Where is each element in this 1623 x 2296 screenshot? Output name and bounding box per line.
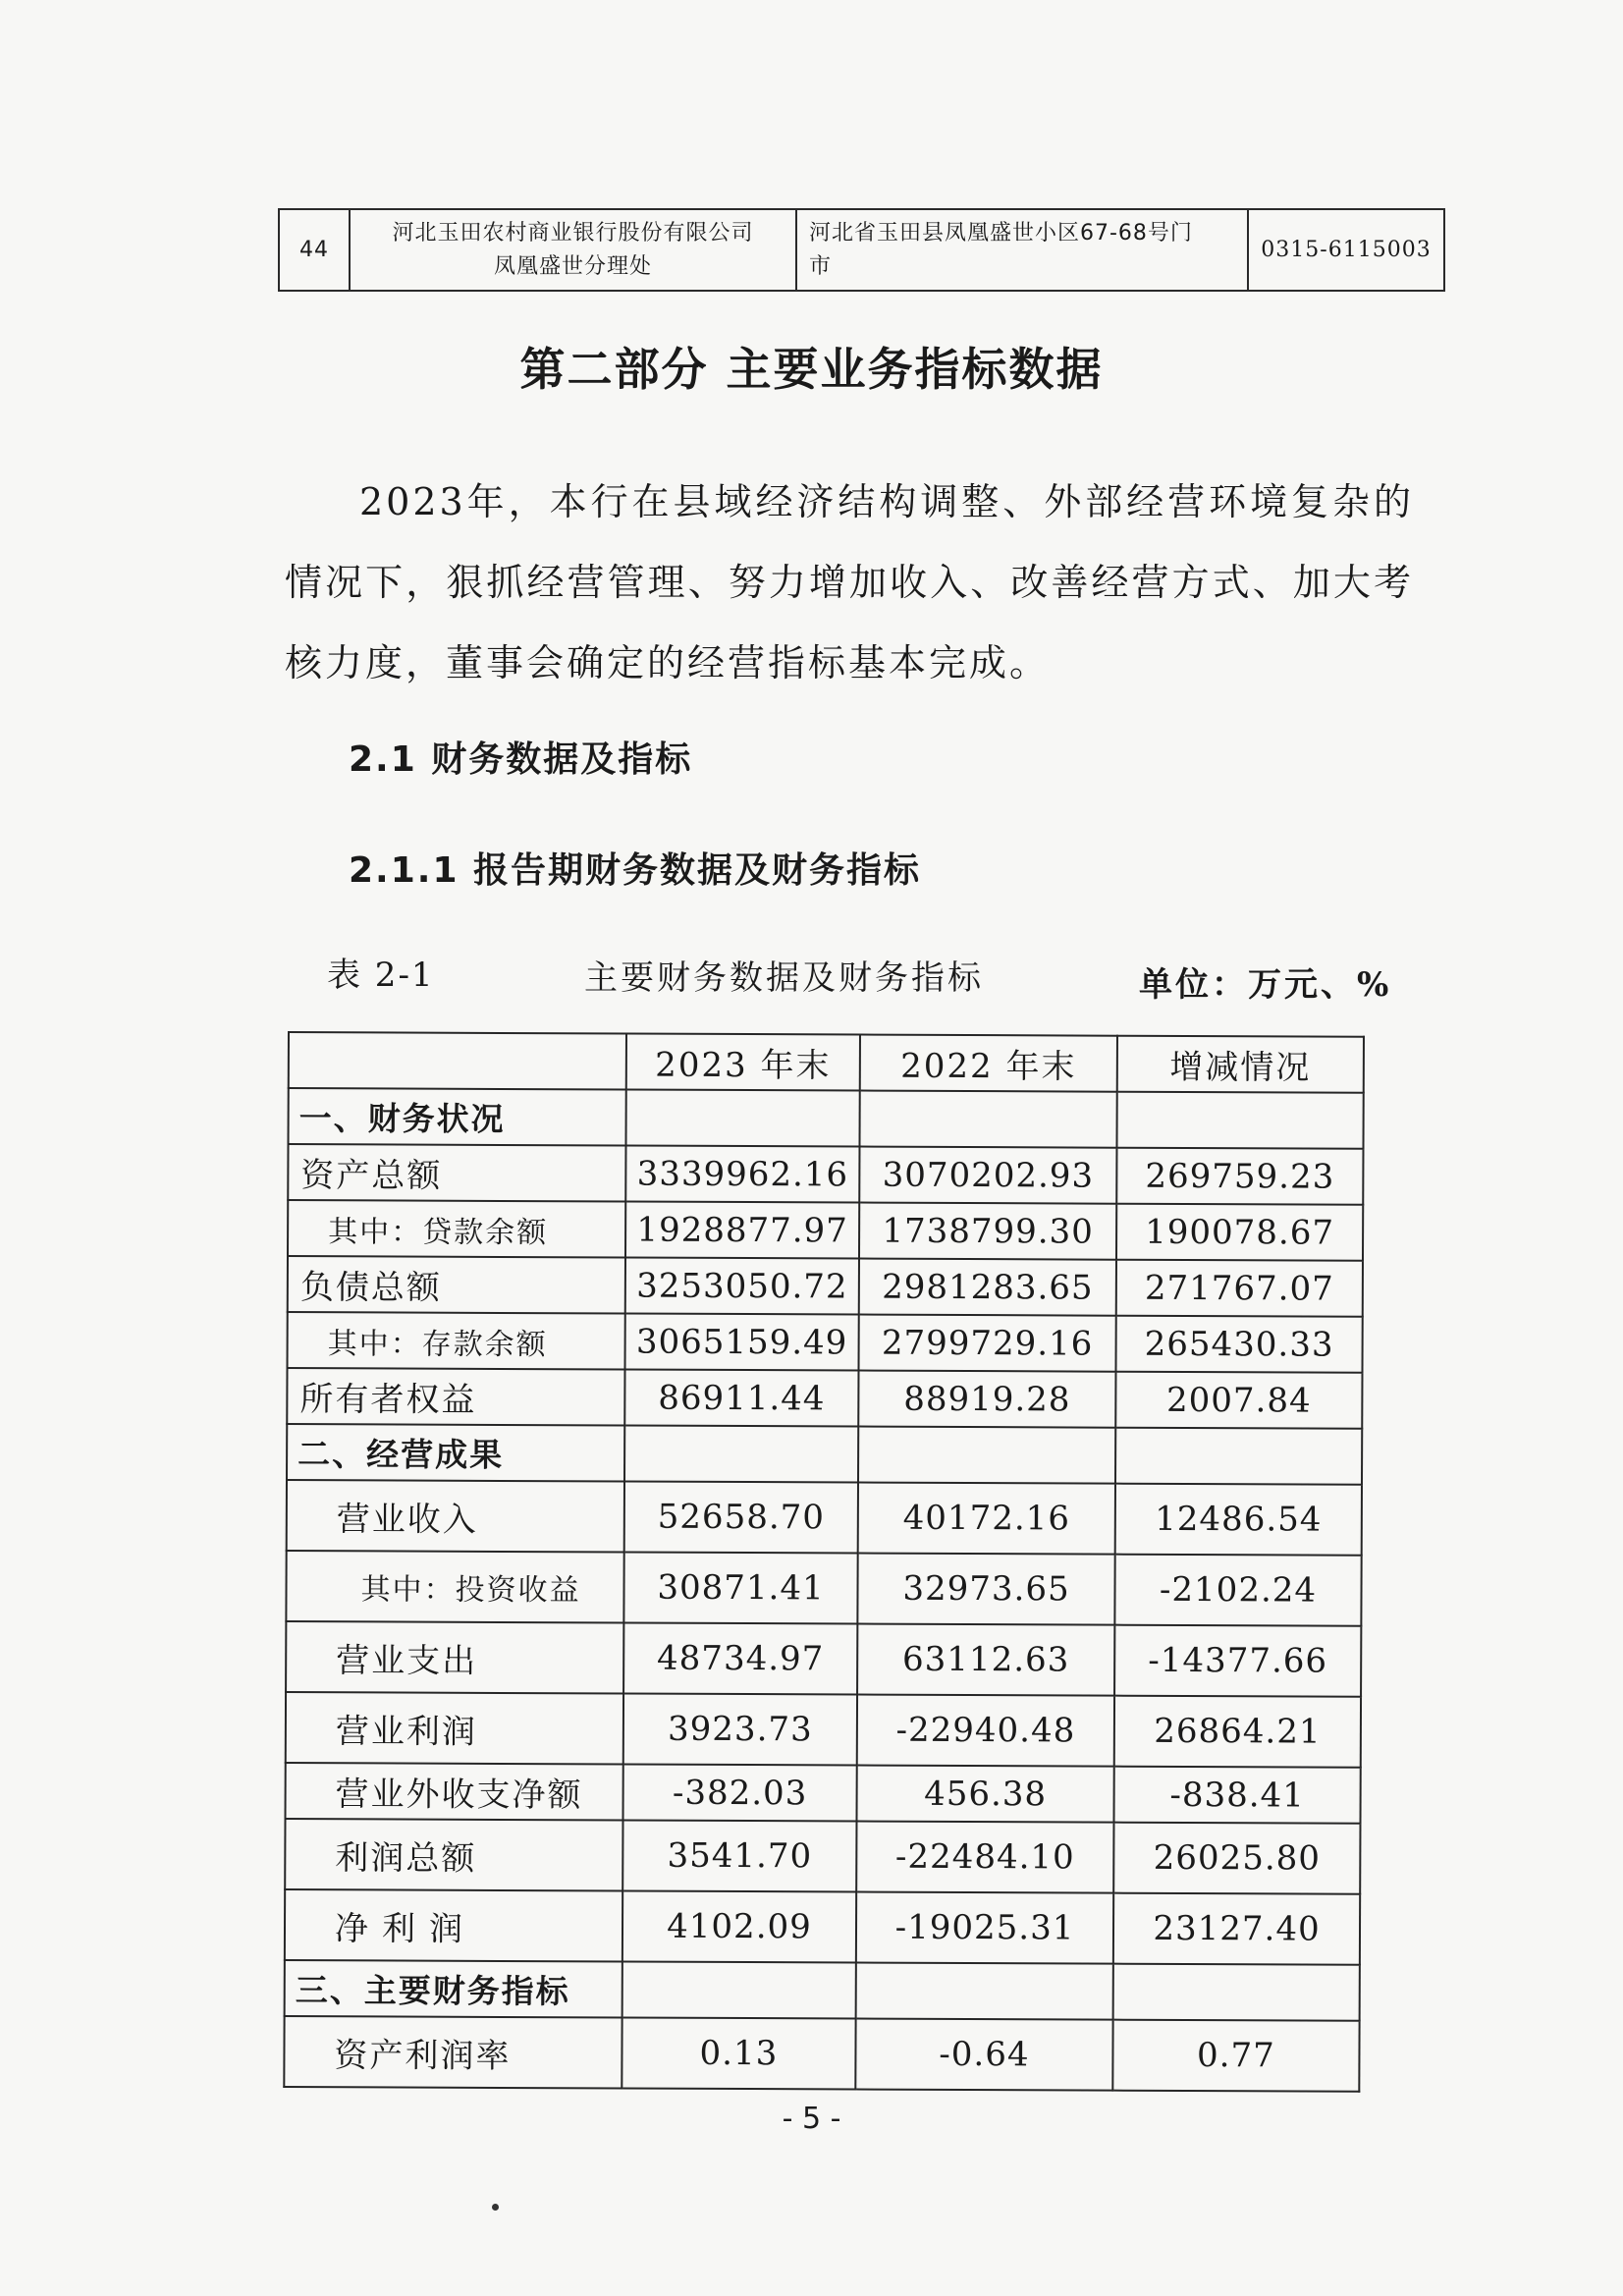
table-row [286, 1621, 1361, 1697]
row-label: 所有者权益 [287, 1368, 624, 1426]
header-label [289, 1032, 626, 1090]
cell-change [1116, 1092, 1363, 1149]
branch-name [350, 209, 796, 291]
cell-2022 [858, 1427, 1115, 1484]
cell-2023: -382.03 [622, 1764, 856, 1821]
branch-address-line1: 河北省玉田县凤凰盛世小区67-68号门 [809, 220, 1193, 246]
cell-change: 26864.21 [1114, 1696, 1361, 1768]
row-label: 资产总额 [288, 1144, 625, 1202]
branch-address-line2: 市 [809, 253, 833, 279]
row-label: 负债总额 [288, 1256, 625, 1314]
cell-2022: -22940.48 [857, 1695, 1114, 1767]
row-label: 二、经营成果 [287, 1424, 624, 1482]
table-row [286, 1551, 1361, 1626]
cell-2022: 456.38 [856, 1766, 1113, 1823]
section-heading: 2.1 财务数据及指标 [349, 739, 693, 780]
table-row [288, 1088, 1363, 1149]
cell-2023: 86911.44 [624, 1370, 858, 1427]
row-label: 营业支出 [286, 1621, 623, 1694]
cell-change: 0.77 [1112, 2020, 1359, 2092]
table-row [288, 1200, 1363, 1261]
cell-2023: 3923.73 [623, 1693, 857, 1765]
table-row [287, 1424, 1362, 1485]
cell-change [1113, 1964, 1360, 2021]
cell-change: 190078.67 [1116, 1204, 1363, 1261]
cell-change [1115, 1428, 1362, 1485]
cell-2022: -19025.31 [856, 1892, 1113, 1964]
table-row [284, 2016, 1359, 2092]
branch-number: 44 [279, 209, 350, 291]
row-label: 资产利润率 [284, 2016, 622, 2089]
cell-2022: 88919.28 [858, 1371, 1115, 1428]
cell-change: -838.41 [1113, 1767, 1360, 1824]
row-label: 营业收入 [287, 1480, 624, 1553]
row-label: 其中：贷款余额 [288, 1200, 625, 1258]
cell-2023: 48734.97 [623, 1622, 857, 1694]
cell-change: 26025.80 [1113, 1823, 1360, 1894]
cell-2022: 63112.63 [857, 1624, 1114, 1696]
cell-2023: 0.13 [622, 2017, 855, 2089]
cell-2023: 30871.41 [623, 1553, 857, 1624]
branch-info-row [278, 208, 1445, 292]
cell-2023 [622, 1961, 856, 2018]
cell-change: -14377.66 [1114, 1625, 1361, 1697]
table-row [286, 1763, 1361, 1824]
table-title: 主要财务数据及财务指标 [584, 958, 984, 998]
cell-change: 271767.07 [1116, 1260, 1363, 1317]
table-row [287, 1480, 1362, 1556]
cell-2022 [859, 1091, 1116, 1148]
row-label: 其中：存款余额 [288, 1312, 625, 1370]
branch-name-line1: 河北玉田农村商业银行股份有限公司 [392, 220, 754, 246]
table-row [288, 1256, 1363, 1317]
table-header-row [289, 1032, 1364, 1093]
cell-2022: -22484.10 [856, 1822, 1113, 1893]
branch-name-line2: 凤凰盛世分理处 [493, 253, 652, 279]
row-label: 营业利润 [286, 1692, 623, 1765]
table-row [279, 209, 1444, 291]
cell-2023 [625, 1090, 859, 1147]
cell-change: -2102.24 [1114, 1555, 1361, 1626]
branch-phone: 0315-6115003 [1248, 209, 1444, 291]
table-row [285, 1889, 1360, 1965]
row-label: 营业外收支净额 [286, 1763, 623, 1821]
cell-2022: 2799729.16 [858, 1315, 1115, 1372]
cell-2023: 3065159.49 [625, 1314, 859, 1371]
table-row [287, 1368, 1362, 1429]
cell-change: 12486.54 [1115, 1484, 1362, 1556]
row-label: 净利润 [285, 1889, 622, 1962]
financial-table [283, 1031, 1365, 2093]
part-title: 第二部分 主要业务指标数据 [519, 343, 1104, 396]
header-change: 增减情况 [1117, 1036, 1364, 1093]
cell-2023: 4102.09 [622, 1890, 856, 1962]
page-number: - 5 - [782, 2102, 841, 2136]
branch-address [796, 209, 1248, 291]
header-2023: 2023 年末 [626, 1034, 860, 1091]
table-row [285, 1960, 1360, 2021]
cell-2023: 3339962.16 [625, 1146, 859, 1203]
row-label: 一、财务状况 [288, 1088, 625, 1146]
table-row [288, 1312, 1363, 1373]
cell-2023 [624, 1426, 858, 1483]
cell-2022: -0.64 [855, 2019, 1112, 2091]
cell-2023: 3253050.72 [625, 1258, 859, 1315]
cell-change: 265430.33 [1115, 1316, 1362, 1373]
row-label: 其中：投资收益 [286, 1551, 623, 1623]
cell-2022: 2981283.65 [859, 1259, 1116, 1316]
subsection-heading: 2.1.1 报告期财务数据及财务指标 [349, 850, 922, 891]
cell-2022: 32973.65 [857, 1554, 1114, 1625]
cell-2022 [856, 1963, 1113, 2020]
cell-2022: 40172.16 [858, 1483, 1115, 1555]
cell-change: 269759.23 [1116, 1148, 1363, 1205]
table-row [286, 1692, 1361, 1768]
table-unit: 单位：万元、% [1139, 965, 1392, 1005]
cell-2022: 1738799.30 [859, 1203, 1116, 1260]
cell-2023: 1928877.97 [625, 1202, 859, 1259]
cell-2023: 3541.70 [622, 1820, 856, 1891]
scan-speck [492, 2204, 499, 2211]
header-2022: 2022 年末 [860, 1035, 1117, 1092]
cell-change: 23127.40 [1113, 1893, 1360, 1965]
row-label: 三、主要财务指标 [285, 1960, 622, 2018]
intro-paragraph: 2023年，本行在县域经济结构调整、外部经营环境复杂的情况下，狠抓经营管理、努力增加收入、改善经营方式、加大考核力度，董事会确定的经营指标基本完成。 [285, 480, 1414, 684]
cell-2023: 52658.70 [624, 1482, 858, 1554]
row-label: 利润总额 [285, 1819, 622, 1891]
cell-2022: 3070202.93 [859, 1147, 1116, 1204]
table-number: 表 2-1 [327, 956, 435, 995]
cell-change: 2007.84 [1115, 1372, 1362, 1429]
table-row [285, 1819, 1360, 1894]
table-row [288, 1144, 1363, 1205]
